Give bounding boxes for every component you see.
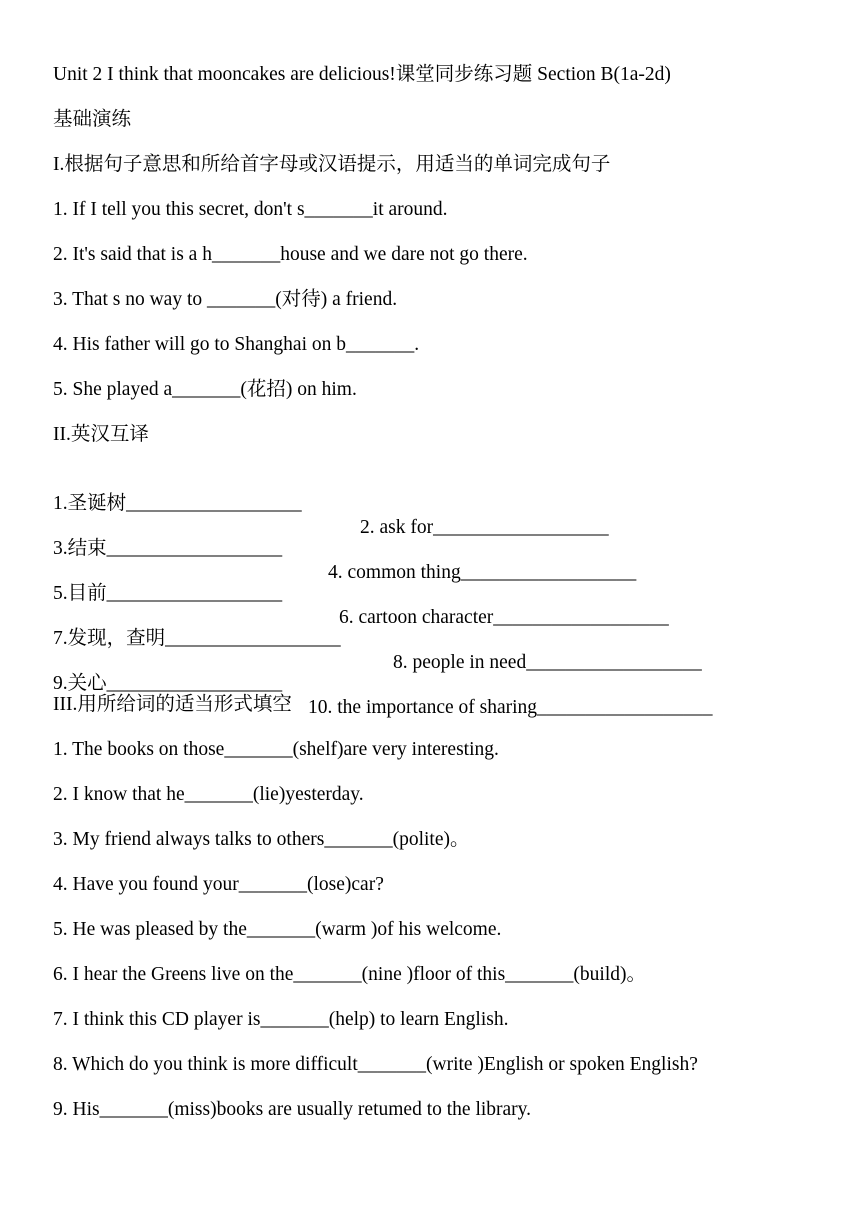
part1-question-1: 1. If I tell you this secret, don't s_______it around.	[53, 199, 448, 220]
part2-row-4	[53, 603, 813, 673]
part3-question-6: 6. I hear the Greens live on the_______(nine )floor of this_______(build)。	[53, 964, 646, 985]
part3-question-3: 3. My friend always talks to others_______(polite)。	[53, 829, 470, 850]
part1-question-4: 4. His father will go to Shanghai on b_______.	[53, 334, 420, 355]
part1-question-5: 5. She played a_______(花招) on him.	[53, 379, 357, 400]
part3-question-5: 5. He was pleased by the_______(warm )of his welcome.	[53, 919, 502, 940]
translation-item-10: 10. the importance of sharing__________________	[308, 697, 713, 718]
part3-question-8: 8. Which do you think is more difficult_______(write )English or spoken English?	[53, 1054, 698, 1075]
worksheet-title: Unit 2 I think that mooncakes are delicious!课堂同步练习题 Section B(1a-2d)	[53, 64, 671, 85]
translation-item-9: 9.关心__________________	[53, 673, 283, 694]
translation-item-6: 6. cartoon character__________________	[339, 607, 669, 628]
part1-heading: I.根据句子意思和所给首字母或汉语提示，用适当的单词完成句子	[53, 154, 611, 175]
part2-row-1	[53, 468, 813, 538]
translation-item-7: 7.发现，查明__________________	[53, 628, 341, 649]
part2-row-3	[53, 558, 813, 628]
part2-row-2	[53, 513, 813, 583]
part2-heading: II.英汉互译	[53, 424, 149, 445]
part3-question-2: 2. I know that he_______(lie)yesterday.	[53, 784, 364, 805]
part3-question-9: 9. His_______(miss)books are usually retumed to the library.	[53, 1099, 532, 1120]
part3-question-1: 1. The books on those_______(shelf)are very interesting.	[53, 739, 499, 760]
translation-item-8: 8. people in need__________________	[393, 652, 702, 673]
translation-item-5: 5.目前__________________	[53, 583, 283, 604]
translation-item-1: 1.圣诞树__________________	[53, 493, 302, 514]
part3-question-4: 4. Have you found your_______(lose)car?	[53, 874, 384, 895]
section-basic-heading: 基础演练	[53, 109, 132, 130]
part1-question-3: 3. That s no way to _______(对待) a friend.	[53, 289, 398, 310]
part3-question-7: 7. I think this CD player is_______(help) to learn English.	[53, 1009, 509, 1030]
part3-heading: III.用所给词的适当形式填空	[53, 694, 292, 715]
translation-item-4: 4. common thing__________________	[328, 562, 637, 583]
translation-item-2: 2. ask for__________________	[360, 517, 609, 538]
translation-item-3: 3.结束__________________	[53, 538, 283, 559]
part1-question-2: 2. It's said that is a h_______house and we dare not go there.	[53, 244, 528, 265]
